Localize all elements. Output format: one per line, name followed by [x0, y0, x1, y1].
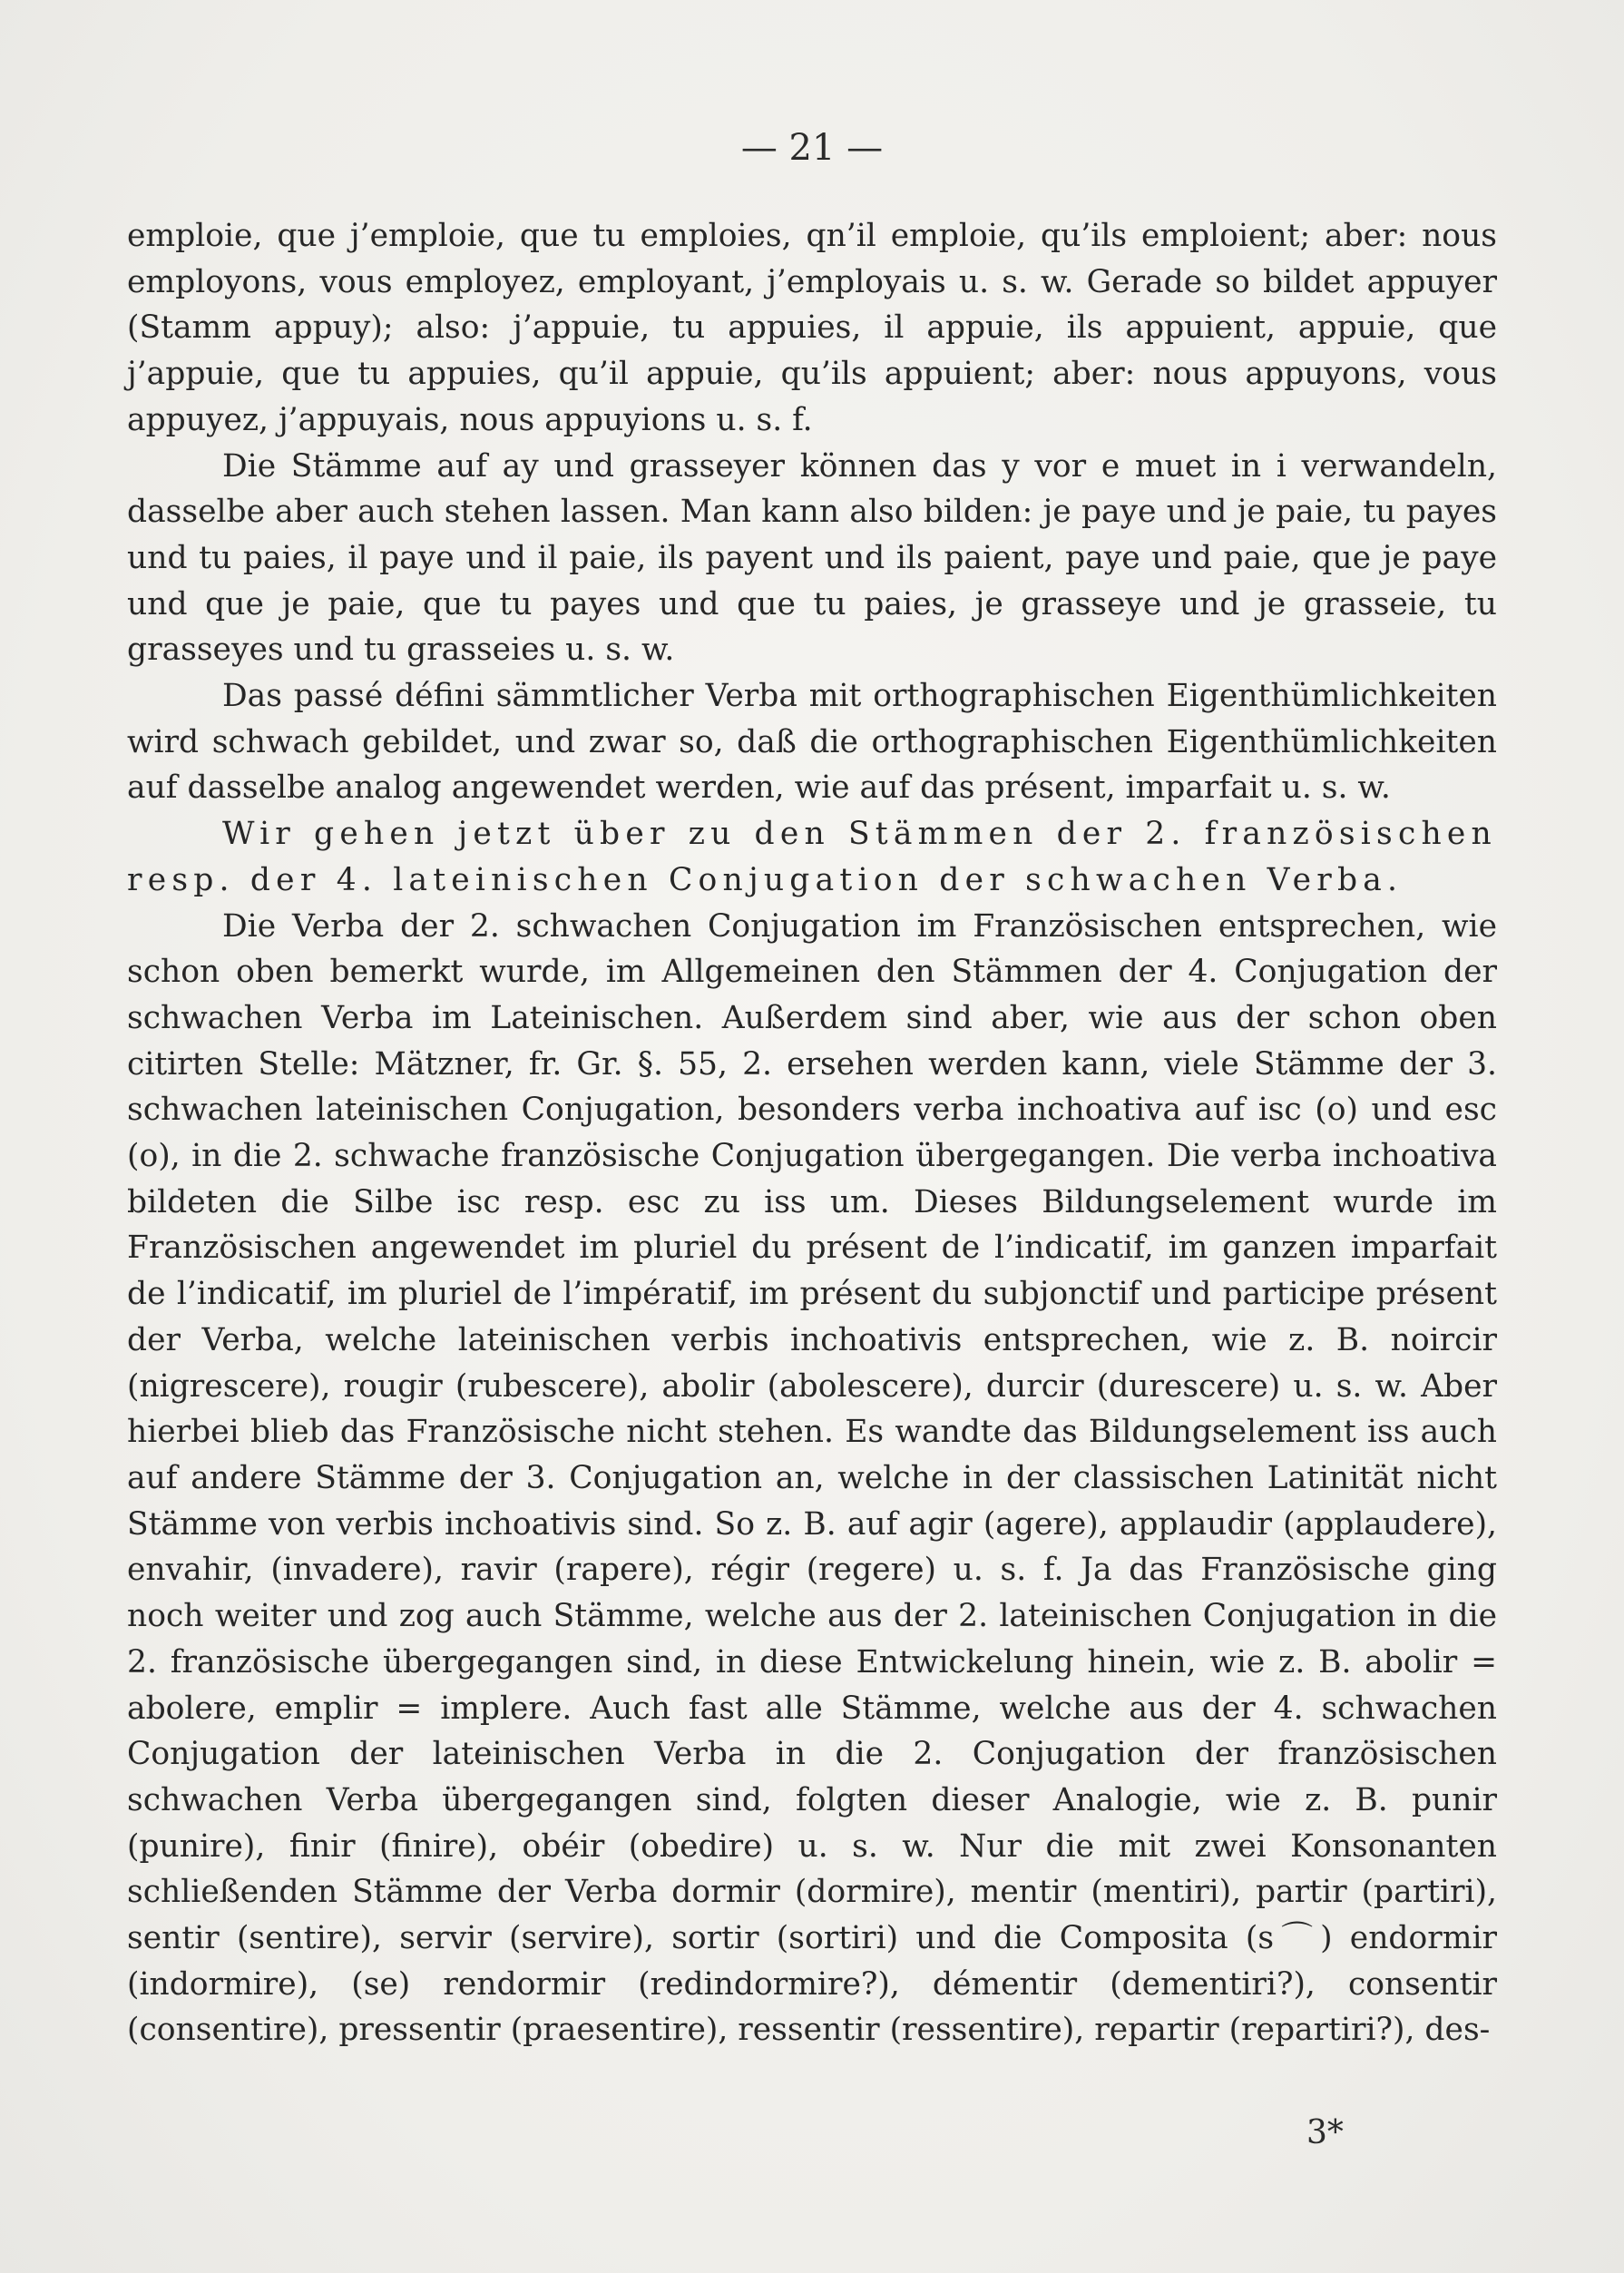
paragraph-3: Das passé défini sämmtlicher Verba mit orthographischen Eigenthümlichkeiten wird schwach gebildet, und zwar so, daß die orthographischen Eigenthümlichkeiten auf dasselbe analog angewendet werden, wie auf das présent, imparfait u. s. w.: [127, 678, 1497, 807]
paragraph-5: Die Verba der 2. schwachen Conjugation im Französischen entsprechen, wie schon oben bemerkt wurde, im Allgemeinen den Stämmen der 4. Conjugation der schwachen Verba im Lateinischen. Außerdem sind aber, wie aus der schon oben citirten Stelle: Mätzner, fr. Gr. §. 55, 2. ersehen werden kann, viele Stämme der 3. schwachen lateinischen Conjugation, besonders verba inchoativa auf isc (o) und esc (o), in die 2. schwache französische Conjugation übergegangen. Die verba inchoativa bildeten die Silbe isc resp. esc zu iss um. Dieses Bildungselement wurde im Französischen angewendet im pluriel du présent de l’indicatif, im ganzen imparfait de l’indicatif, im pluriel de l’impératif, im présent du subjonctif und participe présent der Verba, welche lateinischen verbis inchoativis entsprechen, wie z. B. noircir (nigrescere), rougir (rubescere), abolir (abolescere), durcir (durescere) u. s. w. Aber hierbei blieb das Französische nicht stehen. Es wandte das Bildungselement iss auch auf andere Stämme der 3. Conjugation an, welche in der classischen Latinität nicht Stämme von verbis inchoativis sind. So z. B. auf agir (agere), applaudir (applaudere), envahir, (invadere), ravir (rapere), régir (regere) u. s. f. Ja das Französische ging noch weiter und zog auch Stämme, welche aus der 2. lateinischen Conjugation in die 2. französische übergegangen sind, in diese Entwickelung hinein, wie z. B. abolir = abolere, emplir = implere. Auch fast alle Stämme, welche aus der 4. schwachen Conjugation der lateinischen Verba in die 2. Conjugation der französischen schwachen Verba übergegangen sind, folgten dieser Analogie, wie z. B. punir (punire), finir (finire), obéir (obedire) u. s. w. Nur die mit zwei Konsonanten schließenden Stämme der Verba dormir (dormire), mentir (mentiri), partir (partiri), sentir (sentire), servir (servire), sortir (sortiri) und die Composita (s⌒) endormir (indormire), (se) rendormir (redindormire?), démentir (dementiri?), consentir (consentire), pressentir (praesentire), ressentir (ressentire), repartir (repartiri?), des-: [127, 907, 1497, 2049]
paragraph-1: emploie, que j’emploie, que tu emploies, qn’il emploie, qu’ils emploient; aber: nous employons, vous employez, employant, j’employais u. s. w. Gerade so bildet appuyer (Stamm appuy); also: j’appuie, tu appuies, il appuie, ils appuient, appuie, que j’appuie, que tu appuies, qu’il appuie, qu’ils appuient; aber: nous appuyons, vous appuyez, j’appuyais, nous appuyions u. s. f.: [127, 218, 1497, 438]
page-number-header: — 21 —: [740, 127, 884, 169]
text-body: [127, 213, 1497, 2053]
signature-mark: 3*: [1306, 2114, 1344, 2151]
paragraph-2: Die Stämme auf ay und grasseyer können das y vor e muet in i verwandeln, dasselbe aber auch stehen lassen. Man kann also bilden: je paye und je paie, tu payes und tu paies, il paye und il paie, ils payent und ils paient, paye und paie, que je paye und que je paie, que tu payes und que tu paies, je grasseye und je grasseie, tu grasseyes und tu grasseies u. s. w.: [127, 447, 1497, 669]
paragraph-4-spaced-heading: Wir gehen jetzt über zu den Stämmen der 2. französischen resp. der 4. lateinischen Conjugation der schwachen Verba.: [127, 816, 1497, 898]
